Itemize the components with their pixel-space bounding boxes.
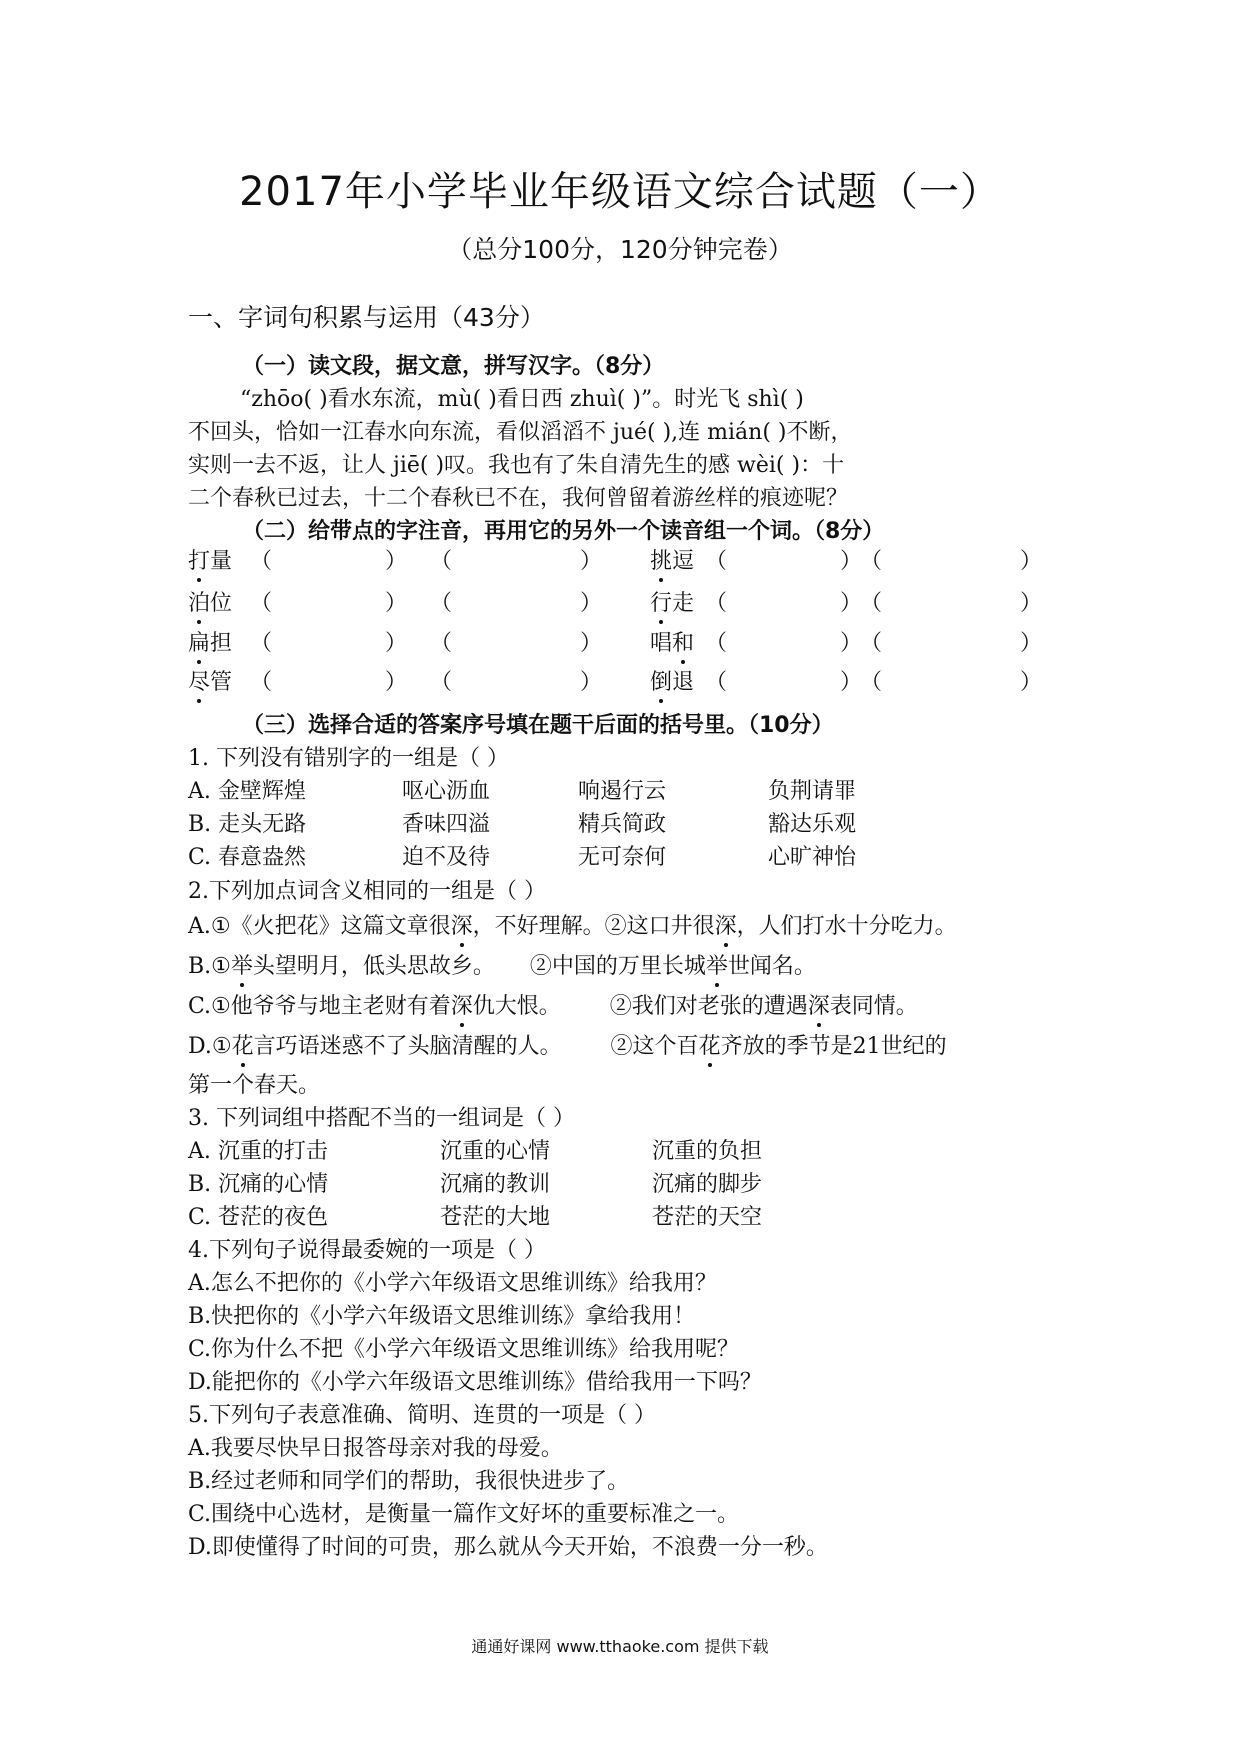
- option-text: ，不好理解。②这口井很: [472, 914, 715, 939]
- dotted-word: [188, 544, 232, 575]
- paren-open: （: [250, 549, 273, 574]
- option-cell: A. 沉重的打击: [188, 1139, 328, 1164]
- dotted-char: 深: [715, 909, 737, 940]
- paren-close: ）: [840, 549, 863, 574]
- paren-open: （: [705, 591, 728, 616]
- paren-close: ）: [1020, 591, 1043, 616]
- page-title: 2017年小学毕业年级语文综合试题（一）: [239, 169, 1001, 215]
- dotted-char: 深: [808, 989, 830, 1020]
- paren-open: （: [860, 670, 883, 695]
- part1-heading: （一）读文段，据文意，拼写汉字。（8分）: [242, 354, 665, 379]
- paren-open: （: [430, 591, 453, 616]
- paren-open: （: [705, 549, 728, 574]
- part3-heading: （三）选择合适的答案序号填在题干后面的括号里。（10分）: [242, 713, 834, 738]
- option-cell: B. 走头无路: [188, 812, 307, 837]
- question-stem: 5.下列句子表意准确、简明、连贯的一项是（ ）: [188, 1403, 656, 1428]
- paren-open: （: [250, 591, 273, 616]
- footer-watermark: 通通好课网 www.tthaoke.com 提供下载: [471, 1637, 769, 1656]
- option-cell: 苍茫的大地: [440, 1205, 551, 1230]
- paren-open: （: [430, 631, 453, 656]
- dotted-char: 泊: [188, 586, 210, 617]
- paren-open: （: [705, 631, 728, 656]
- option-cell: 精兵简政: [578, 812, 667, 837]
- dotted-char: 扁: [188, 626, 210, 657]
- section-heading: 一、字词句积累与运用（43分）: [188, 303, 545, 332]
- option-line: D.能把你的《小学六年级语文思维训练》借给我用一下吗？: [188, 1370, 762, 1395]
- option-line: A.怎么不把你的《小学六年级语文思维训练》给我用？: [188, 1271, 717, 1296]
- option-text: 头望明月，低头思故乡。 ②中国的万里长城: [252, 954, 706, 979]
- paren-close: ）: [1020, 631, 1043, 656]
- option-text: B.①: [188, 954, 231, 979]
- paren-open: （: [430, 549, 453, 574]
- option-cell: 呕心沥血: [402, 779, 491, 804]
- option-line: B.经过老师和同学们的帮助，我很快进步了。: [188, 1469, 630, 1494]
- dotted-word: [650, 544, 694, 575]
- paren-open: （: [860, 591, 883, 616]
- part1-line: 实则一去不返，让人 jiē( )叹。我也有了朱自清先生的感 wèi( )：十: [188, 453, 845, 478]
- dotted-char: 挑: [650, 544, 672, 575]
- option-cell: 负荆请罪: [768, 779, 857, 804]
- part2-heading: （二）给带点的字注音，再用它的另外一个读音组一个词。（8分）: [242, 519, 885, 544]
- option-cell: 苍茫的天空: [652, 1205, 763, 1230]
- option-cell: C. 春意盎然: [188, 845, 307, 870]
- option-line: [188, 949, 816, 980]
- paren-open: （: [860, 549, 883, 574]
- option-cell: 豁达乐观: [768, 812, 857, 837]
- option-cell: B. 沉痛的心情: [188, 1172, 329, 1197]
- option-line: [188, 989, 918, 1020]
- option-cell: 沉痛的脚步: [652, 1172, 763, 1197]
- dotted-char: 举: [231, 949, 253, 980]
- question-stem: 4.下列句子说得最委婉的一项是（ ）: [188, 1238, 546, 1263]
- option-cell: 沉重的心情: [440, 1139, 551, 1164]
- paren-close: ）: [385, 631, 408, 656]
- paren-close: ）: [1020, 549, 1043, 574]
- option-line-cont: 第一个春天。: [188, 1073, 321, 1098]
- dotted-char: 尽: [188, 665, 210, 696]
- paren-close: ）: [840, 670, 863, 695]
- part1-line: 不回头，恰如一江春水向东流，看似滔滔不 jué( ),连 mián( )不断，: [188, 420, 853, 445]
- paren-close: ）: [580, 591, 603, 616]
- option-text: 世闻名。: [727, 954, 816, 979]
- option-text: ，人们打水十分吃力。: [736, 914, 957, 939]
- question-stem: 2.下列加点词含义相同的一组是（ ）: [188, 879, 546, 904]
- dotted-char: 深: [451, 909, 473, 940]
- dotted-char: 深: [451, 989, 473, 1020]
- paren-open: （: [430, 670, 453, 695]
- option-cell: 心旷神怡: [768, 845, 857, 870]
- paren-close: ）: [385, 591, 408, 616]
- option-line: D.即使懂得了时间的可贵，那么就从今天开始，不浪费一分一秒。: [188, 1535, 828, 1560]
- option-text: C.①他爷爷与地主老财有着: [188, 994, 451, 1019]
- option-text: D.①: [188, 1034, 232, 1059]
- question-stem: 1. 下列没有错别字的一组是（ ）: [188, 746, 509, 771]
- paren-open: （: [705, 670, 728, 695]
- option-text: 表同情。: [829, 994, 918, 1019]
- dotted-char: 举: [706, 949, 728, 980]
- option-line: [188, 909, 957, 940]
- dotted-char: 倒: [650, 665, 672, 696]
- option-line: C.围绕中心选材，是衡量一篇作文好坏的重要标准之一。: [188, 1502, 740, 1527]
- paren-close: ）: [385, 549, 408, 574]
- word-char: 担: [210, 631, 233, 656]
- option-text: A.①《火把花》这篇文章很: [188, 914, 451, 939]
- paren-close: ）: [840, 631, 863, 656]
- option-text: 言巧语迷惑不了头脑清醒的人。 ②这个百: [253, 1034, 699, 1059]
- paren-open: （: [860, 631, 883, 656]
- paren-close: ）: [1020, 670, 1043, 695]
- paren-close: ）: [580, 670, 603, 695]
- option-cell: 迫不及待: [402, 845, 491, 870]
- dotted-char: 花: [699, 1029, 721, 1060]
- word-char: 走: [672, 591, 695, 616]
- part1-line: 二个春秋已过去，十二个春秋已不在，我何曾留着游丝样的痕迹呢？: [188, 486, 849, 511]
- word-char: 唱: [650, 631, 673, 656]
- option-line: C.你为什么不把《小学六年级语文思维训练》给我用呢？: [188, 1337, 740, 1362]
- word-char: 位: [210, 591, 233, 616]
- option-cell: 香味四溢: [402, 812, 491, 837]
- option-cell: 响遏行云: [578, 779, 667, 804]
- word-char: 管: [210, 670, 233, 695]
- paren-close: ）: [580, 631, 603, 656]
- option-cell: 沉痛的教训: [440, 1172, 551, 1197]
- dotted-char: 行: [650, 586, 672, 617]
- dotted-word: [188, 665, 232, 696]
- paren-close: ）: [385, 670, 408, 695]
- word-char: 逗: [672, 549, 695, 574]
- option-cell: A. 金壁辉煌: [188, 779, 306, 804]
- dotted-word: [188, 626, 232, 657]
- dotted-word: [188, 586, 232, 617]
- paren-open: （: [250, 631, 273, 656]
- page-subtitle: （总分100分，120分钟完卷）: [447, 235, 793, 264]
- option-cell: 无可奈何: [578, 845, 667, 870]
- dotted-word: [650, 626, 694, 657]
- option-cell: C. 苍茫的夜色: [188, 1205, 329, 1230]
- option-line: B.快把你的《小学六年级语文思维训练》拿给我用！: [188, 1304, 696, 1329]
- dotted-char: 打: [188, 544, 210, 575]
- question-stem: 3. 下列词组中搭配不当的一组词是（ ）: [188, 1106, 575, 1131]
- word-char: 退: [672, 670, 695, 695]
- dotted-word: [650, 586, 694, 617]
- dotted-char: 和: [672, 626, 694, 657]
- paren-close: ）: [580, 549, 603, 574]
- word-char: 量: [210, 549, 233, 574]
- paren-close: ）: [840, 591, 863, 616]
- option-text: 仇大恨。 ②我们对老张的遭遇: [472, 994, 808, 1019]
- paren-open: （: [250, 670, 273, 695]
- dotted-char: 花: [232, 1029, 254, 1060]
- part1-line: “zhōo( )看水东流，mù( )看日西 zhuì( )”。时光飞 shì( ): [240, 387, 804, 412]
- option-cell: 沉重的负担: [652, 1139, 763, 1164]
- option-line: A.我要尽快早日报答母亲对我的母爱。: [188, 1436, 563, 1461]
- dotted-word: [650, 665, 694, 696]
- option-line: [188, 1029, 947, 1060]
- option-text: 齐放的季节是21世纪的: [720, 1034, 947, 1059]
